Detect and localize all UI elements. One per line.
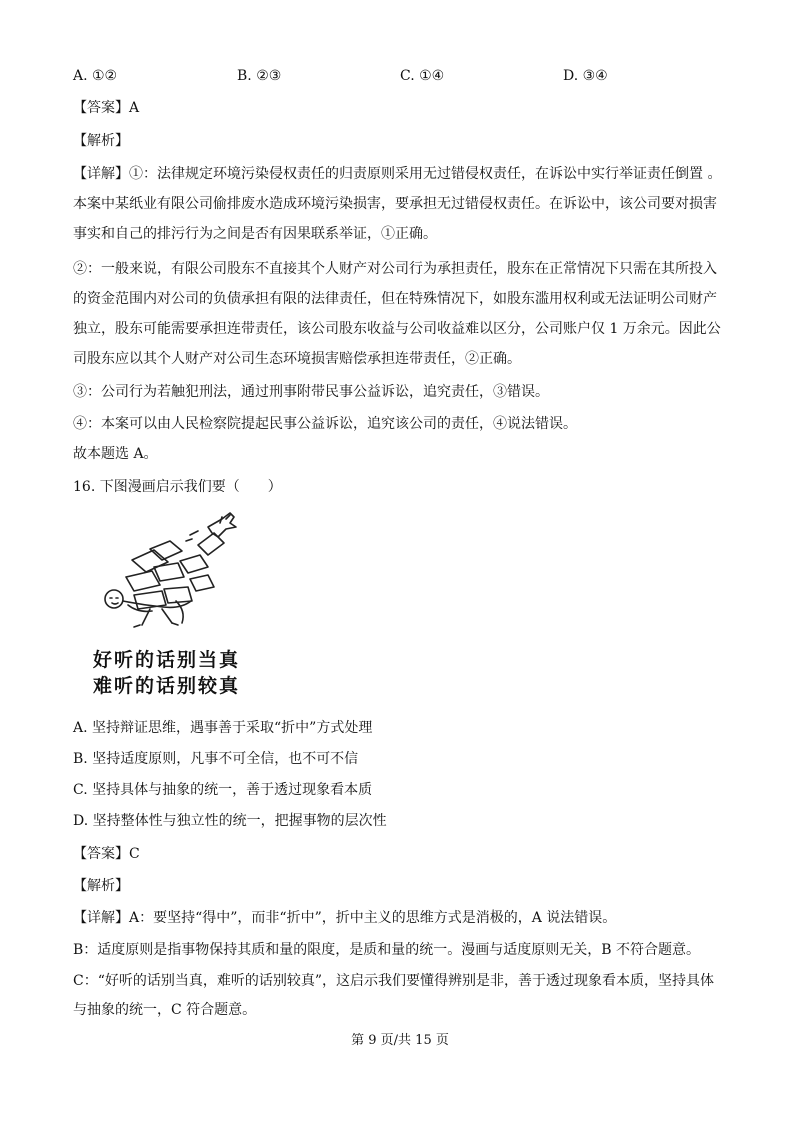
question-16-option-a: A. 坚持辩证思维，遇事善于采取“折中”方式处理 <box>73 720 373 736</box>
prev-option-d: D. ③④ <box>563 68 608 84</box>
question-16-detail-line: C：“好听的话别当真，难听的话别较真”，这启示我们要懂得辨别是非，善于透过现象看本质，坚持具体 <box>73 973 715 989</box>
prev-detail-line: 司股东应以其个人财产对公司生态环境损害赔偿承担连带责任，②正确。 <box>73 351 521 367</box>
prev-detail-line: ④：本案可以由人民检察院提起民事公益诉讼，追究该公司的责任，④说法错误。 <box>73 416 577 432</box>
question-16-stem: 16. 下图漫画启示我们要（ ） <box>73 479 282 495</box>
prev-detail-line: 【详解】①：法律规定环境污染侵权责任的归责原则采用无过错侵权责任，在诉讼中实行举证责任倒置 。 <box>73 166 722 182</box>
prev-detail-line: 事实和自己的排污行为之间是否有因果联系举证，①正确。 <box>73 226 437 242</box>
question-16-analysis-label: 【解析】 <box>73 878 129 894</box>
prev-answer: 【答案】A <box>73 100 140 116</box>
prev-option-a: A. ①② <box>73 68 118 84</box>
prev-detail-line: 独立，股东可能需要承担连带责任，该公司股东收益与公司收益难以区分，公司账户仅 1 万余元。因此公 <box>73 321 721 337</box>
prev-detail-line: ③：公司行为若触犯刑法，通过刑事附带民事公益诉讼，追究责任，③错误。 <box>73 384 549 400</box>
question-16-answer: 【答案】C <box>73 846 140 862</box>
prev-detail-line: ②：一般来说，有限公司股东不直接其个人财产对公司行为承担责任，股东在正常情况下只需在其所投入 <box>73 261 717 277</box>
prev-detail-line: 本案中某纸业有限公司偷排废水造成环境污染损害，要承担无过错侵权责任。在诉讼中，该公司要对损害 <box>73 196 717 212</box>
prev-detail-line: 故本题选 A。 <box>73 446 158 462</box>
question-16-detail-line: 与抽象的统一，C 符合题意。 <box>73 1002 257 1018</box>
cartoon-caption-line: 好听的话别当真 <box>93 649 241 671</box>
page-footer: 第 9 页/共 15 页 <box>351 1033 449 1048</box>
prev-option-c: C. ①④ <box>400 68 445 84</box>
question-16-option-d: D. 坚持整体性与独立性的统一，把握事物的层次性 <box>73 813 387 829</box>
prev-detail-line: 的资金范围内对公司的负债承担有限的法律责任，但在特殊情况下，如股东滥用权利或无法证明公司财产 <box>73 291 717 307</box>
prev-option-b: B. ②③ <box>237 68 282 84</box>
prev-analysis-label: 【解析】 <box>73 133 129 149</box>
question-16-option-c: C. 坚持具体与抽象的统一，善于透过现象看本质 <box>73 782 373 798</box>
question-16-detail-line: B：适度原则是指事物保持其质和量的限度，是质和量的统一。漫画与适度原则无关，B 不符合题意。 <box>73 942 701 958</box>
question-16-option-b: B. 坚持适度原则，凡事不可全信，也不可不信 <box>73 751 359 767</box>
question-16-detail-line: 【详解】A：要坚持“得中”，而非“折中”，折中主义的思维方式是消极的，A 说法错误。 <box>73 910 617 926</box>
cartoon-caption-line: 难听的话别较真 <box>93 675 241 697</box>
